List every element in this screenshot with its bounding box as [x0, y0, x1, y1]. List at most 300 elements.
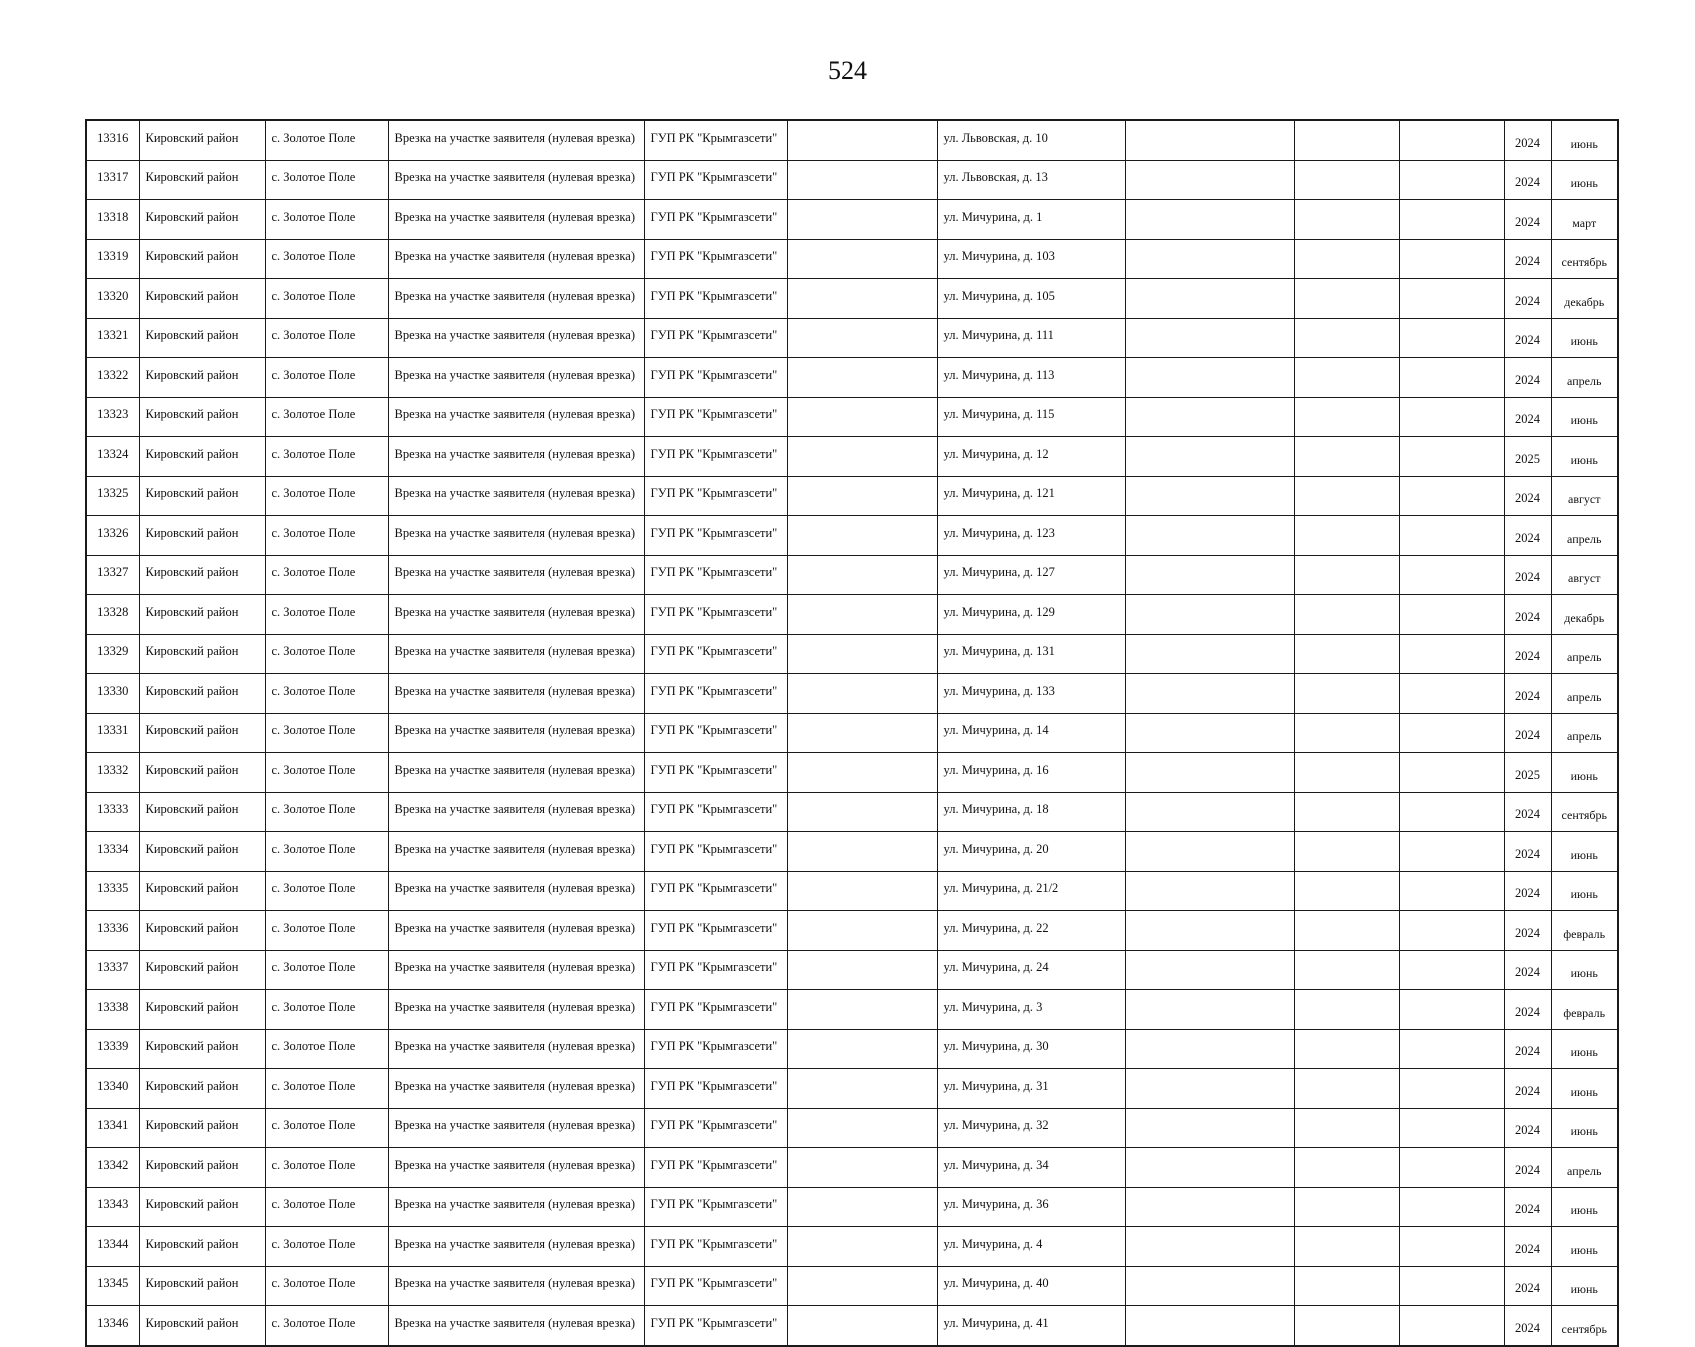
empty-cell [787, 832, 937, 872]
table-row [86, 1148, 1618, 1188]
district-cell: Кировский район [139, 318, 265, 358]
empty-cell [1294, 1227, 1399, 1267]
empty-cell [1294, 832, 1399, 872]
district-cell: Кировский район [139, 990, 265, 1030]
row-number-cell: 13324 [86, 437, 139, 477]
address-cell: ул. Мичурина, д. 131 [937, 634, 1125, 674]
district-cell: Кировский район [139, 871, 265, 911]
table-row [86, 1227, 1618, 1267]
village-cell: с. Золотое Поле [265, 437, 388, 477]
empty-cell [1399, 1187, 1504, 1227]
row-number-cell: 13338 [86, 990, 139, 1030]
row-number-cell: 13329 [86, 634, 139, 674]
month-cell: апрель [1551, 674, 1618, 714]
empty-cell [1294, 1108, 1399, 1148]
organization-cell: ГУП РК "Крымгазсети" [644, 318, 787, 358]
row-number-cell: 13322 [86, 358, 139, 398]
empty-cell [787, 753, 937, 793]
empty-cell [1399, 1266, 1504, 1306]
row-number-cell: 13328 [86, 595, 139, 635]
organization-cell: ГУП РК "Крымгазсети" [644, 160, 787, 200]
work-type-cell: Врезка на участке заявителя (нулевая врезка) [388, 555, 644, 595]
organization-cell: ГУП РК "Крымгазсети" [644, 397, 787, 437]
empty-cell [787, 792, 937, 832]
empty-cell [1294, 792, 1399, 832]
village-cell: с. Золотое Поле [265, 871, 388, 911]
empty-cell [1399, 674, 1504, 714]
village-cell: с. Золотое Поле [265, 318, 388, 358]
empty-cell [1125, 200, 1294, 240]
address-cell: ул. Мичурина, д. 30 [937, 1029, 1125, 1069]
empty-cell [1399, 476, 1504, 516]
empty-cell [1125, 160, 1294, 200]
district-cell: Кировский район [139, 1029, 265, 1069]
month-cell: июнь [1551, 437, 1618, 477]
work-type-cell: Врезка на участке заявителя (нулевая врезка) [388, 1069, 644, 1109]
village-cell: с. Золотое Поле [265, 358, 388, 398]
organization-cell: ГУП РК "Крымгазсети" [644, 1108, 787, 1148]
empty-cell [1399, 120, 1504, 160]
row-number-cell: 13344 [86, 1227, 139, 1267]
organization-cell: ГУП РК "Крымгазсети" [644, 832, 787, 872]
row-number-cell: 13345 [86, 1266, 139, 1306]
district-cell: Кировский район [139, 792, 265, 832]
year-cell: 2024 [1504, 792, 1551, 832]
row-number-cell: 13336 [86, 911, 139, 951]
table-row [86, 120, 1618, 160]
year-cell: 2024 [1504, 1187, 1551, 1227]
district-cell: Кировский район [139, 120, 265, 160]
empty-cell [1399, 911, 1504, 951]
organization-cell: ГУП РК "Крымгазсети" [644, 120, 787, 160]
empty-cell [787, 1108, 937, 1148]
empty-cell [1125, 1108, 1294, 1148]
organization-cell: ГУП РК "Крымгазсети" [644, 634, 787, 674]
empty-cell [1294, 397, 1399, 437]
empty-cell [1294, 674, 1399, 714]
table-row [86, 239, 1618, 279]
page-number: 524 [828, 56, 867, 85]
empty-cell [1399, 1306, 1504, 1346]
address-cell: ул. Мичурина, д. 113 [937, 358, 1125, 398]
village-cell: с. Золотое Поле [265, 911, 388, 951]
row-number-cell: 13320 [86, 279, 139, 319]
table-row [86, 516, 1618, 556]
year-cell: 2024 [1504, 200, 1551, 240]
year-cell: 2024 [1504, 713, 1551, 753]
month-cell: апрель [1551, 358, 1618, 398]
empty-cell [787, 160, 937, 200]
month-cell: декабрь [1551, 595, 1618, 635]
table-row [86, 200, 1618, 240]
empty-cell [1294, 120, 1399, 160]
month-cell: июнь [1551, 318, 1618, 358]
empty-cell [787, 1306, 937, 1346]
empty-cell [1399, 1108, 1504, 1148]
empty-cell [1125, 476, 1294, 516]
empty-cell [1125, 990, 1294, 1030]
empty-cell [1125, 397, 1294, 437]
table-row [86, 1029, 1618, 1069]
empty-cell [1294, 358, 1399, 398]
row-number-cell: 13343 [86, 1187, 139, 1227]
table-row [86, 555, 1618, 595]
work-type-cell: Врезка на участке заявителя (нулевая врезка) [388, 120, 644, 160]
organization-cell: ГУП РК "Крымгазсети" [644, 239, 787, 279]
address-cell: ул. Львовская, д. 13 [937, 160, 1125, 200]
organization-cell: ГУП РК "Крымгазсети" [644, 792, 787, 832]
village-cell: с. Золотое Поле [265, 950, 388, 990]
address-cell: ул. Мичурина, д. 36 [937, 1187, 1125, 1227]
month-cell: сентябрь [1551, 1306, 1618, 1346]
district-cell: Кировский район [139, 555, 265, 595]
year-cell: 2024 [1504, 595, 1551, 635]
district-cell: Кировский район [139, 476, 265, 516]
empty-cell [1399, 1227, 1504, 1267]
district-cell: Кировский район [139, 1108, 265, 1148]
empty-cell [787, 1148, 937, 1188]
empty-cell [787, 239, 937, 279]
table-row [86, 990, 1618, 1030]
village-cell: с. Золотое Поле [265, 792, 388, 832]
work-type-cell: Врезка на участке заявителя (нулевая врезка) [388, 871, 644, 911]
district-cell: Кировский район [139, 437, 265, 477]
empty-cell [1399, 358, 1504, 398]
empty-cell [787, 713, 937, 753]
empty-cell [1125, 1148, 1294, 1188]
empty-cell [1125, 437, 1294, 477]
empty-cell [1294, 713, 1399, 753]
work-type-cell: Врезка на участке заявителя (нулевая врезка) [388, 160, 644, 200]
empty-cell [787, 911, 937, 951]
empty-cell [787, 318, 937, 358]
district-cell: Кировский район [139, 713, 265, 753]
address-cell: ул. Мичурина, д. 40 [937, 1266, 1125, 1306]
month-cell: апрель [1551, 634, 1618, 674]
village-cell: с. Золотое Поле [265, 555, 388, 595]
organization-cell: ГУП РК "Крымгазсети" [644, 516, 787, 556]
row-number-cell: 13323 [86, 397, 139, 437]
table-row [86, 1108, 1618, 1148]
year-cell: 2024 [1504, 318, 1551, 358]
table-row [86, 476, 1618, 516]
row-number-cell: 13317 [86, 160, 139, 200]
year-cell: 2024 [1504, 160, 1551, 200]
empty-cell [1294, 871, 1399, 911]
table-row [86, 437, 1618, 477]
village-cell: с. Золотое Поле [265, 713, 388, 753]
work-type-cell: Врезка на участке заявителя (нулевая врезка) [388, 1227, 644, 1267]
organization-cell: ГУП РК "Крымгазсети" [644, 595, 787, 635]
empty-cell [1399, 950, 1504, 990]
month-cell: июнь [1551, 160, 1618, 200]
work-type-cell: Врезка на участке заявителя (нулевая врезка) [388, 1148, 644, 1188]
year-cell: 2024 [1504, 990, 1551, 1030]
work-type-cell: Врезка на участке заявителя (нулевая врезка) [388, 397, 644, 437]
empty-cell [787, 555, 937, 595]
village-cell: с. Золотое Поле [265, 1266, 388, 1306]
village-cell: с. Золотое Поле [265, 674, 388, 714]
year-cell: 2024 [1504, 1108, 1551, 1148]
row-number-cell: 13327 [86, 555, 139, 595]
district-cell: Кировский район [139, 595, 265, 635]
organization-cell: ГУП РК "Крымгазсети" [644, 476, 787, 516]
year-cell: 2024 [1504, 911, 1551, 951]
row-number-cell: 13318 [86, 200, 139, 240]
table-body [86, 120, 1618, 1346]
month-cell: июнь [1551, 1227, 1618, 1267]
organization-cell: ГУП РК "Крымгазсети" [644, 990, 787, 1030]
empty-cell [1125, 911, 1294, 951]
organization-cell: ГУП РК "Крымгазсети" [644, 871, 787, 911]
empty-cell [1125, 1266, 1294, 1306]
village-cell: с. Золотое Поле [265, 990, 388, 1030]
work-type-cell: Врезка на участке заявителя (нулевая врезка) [388, 437, 644, 477]
village-cell: с. Золотое Поле [265, 1306, 388, 1346]
month-cell: июнь [1551, 1029, 1618, 1069]
work-type-cell: Врезка на участке заявителя (нулевая врезка) [388, 990, 644, 1030]
year-cell: 2024 [1504, 1306, 1551, 1346]
month-cell: февраль [1551, 911, 1618, 951]
empty-cell [1294, 990, 1399, 1030]
empty-cell [1125, 871, 1294, 911]
month-cell: август [1551, 476, 1618, 516]
year-cell: 2024 [1504, 1069, 1551, 1109]
table-row [86, 871, 1618, 911]
row-number-cell: 13330 [86, 674, 139, 714]
village-cell: с. Золотое Поле [265, 753, 388, 793]
organization-cell: ГУП РК "Крымгазсети" [644, 674, 787, 714]
table-row [86, 674, 1618, 714]
district-cell: Кировский район [139, 1148, 265, 1188]
row-number-cell: 13333 [86, 792, 139, 832]
empty-cell [1125, 1227, 1294, 1267]
organization-cell: ГУП РК "Крымгазсети" [644, 911, 787, 951]
work-type-cell: Врезка на участке заявителя (нулевая врезка) [388, 595, 644, 635]
organization-cell: ГУП РК "Крымгазсети" [644, 437, 787, 477]
year-cell: 2024 [1504, 358, 1551, 398]
year-cell: 2024 [1504, 516, 1551, 556]
empty-cell [1399, 990, 1504, 1030]
month-cell: июнь [1551, 832, 1618, 872]
empty-cell [787, 200, 937, 240]
village-cell: с. Золотое Поле [265, 120, 388, 160]
table-row [86, 1069, 1618, 1109]
empty-cell [1125, 516, 1294, 556]
work-type-cell: Врезка на участке заявителя (нулевая врезка) [388, 279, 644, 319]
empty-cell [787, 871, 937, 911]
organization-cell: ГУП РК "Крымгазсети" [644, 279, 787, 319]
empty-cell [787, 358, 937, 398]
month-cell: апрель [1551, 1148, 1618, 1188]
address-cell: ул. Мичурина, д. 34 [937, 1148, 1125, 1188]
work-type-cell: Врезка на участке заявителя (нулевая врезка) [388, 1187, 644, 1227]
year-cell: 2024 [1504, 871, 1551, 911]
year-cell: 2025 [1504, 753, 1551, 793]
table-row [86, 397, 1618, 437]
empty-cell [1125, 634, 1294, 674]
address-cell: ул. Мичурина, д. 32 [937, 1108, 1125, 1148]
year-cell: 2024 [1504, 1029, 1551, 1069]
work-type-cell: Врезка на участке заявителя (нулевая врезка) [388, 1029, 644, 1069]
village-cell: с. Золотое Поле [265, 397, 388, 437]
empty-cell [787, 674, 937, 714]
empty-cell [1294, 516, 1399, 556]
work-type-cell: Врезка на участке заявителя (нулевая врезка) [388, 1306, 644, 1346]
district-cell: Кировский район [139, 674, 265, 714]
empty-cell [1399, 555, 1504, 595]
table-row [86, 160, 1618, 200]
month-cell: август [1551, 555, 1618, 595]
district-cell: Кировский район [139, 1187, 265, 1227]
address-cell: ул. Мичурина, д. 31 [937, 1069, 1125, 1109]
address-cell: ул. Мичурина, д. 1 [937, 200, 1125, 240]
empty-cell [1125, 358, 1294, 398]
month-cell: июнь [1551, 871, 1618, 911]
row-number-cell: 13340 [86, 1069, 139, 1109]
row-number-cell: 13325 [86, 476, 139, 516]
work-type-cell: Врезка на участке заявителя (нулевая врезка) [388, 792, 644, 832]
year-cell: 2024 [1504, 634, 1551, 674]
address-cell: ул. Мичурина, д. 14 [937, 713, 1125, 753]
empty-cell [787, 476, 937, 516]
empty-cell [1399, 437, 1504, 477]
year-cell: 2024 [1504, 832, 1551, 872]
table-row [86, 358, 1618, 398]
table-row [86, 832, 1618, 872]
work-type-cell: Врезка на участке заявителя (нулевая врезка) [388, 911, 644, 951]
empty-cell [1294, 950, 1399, 990]
row-number-cell: 13341 [86, 1108, 139, 1148]
empty-cell [787, 120, 937, 160]
district-cell: Кировский район [139, 160, 265, 200]
empty-cell [1125, 279, 1294, 319]
address-cell: ул. Мичурина, д. 105 [937, 279, 1125, 319]
row-number-cell: 13321 [86, 318, 139, 358]
address-cell: ул. Мичурина, д. 3 [937, 990, 1125, 1030]
work-type-cell: Врезка на участке заявителя (нулевая врезка) [388, 674, 644, 714]
organization-cell: ГУП РК "Крымгазсети" [644, 1227, 787, 1267]
district-cell: Кировский район [139, 832, 265, 872]
empty-cell [1125, 239, 1294, 279]
empty-cell [1399, 1069, 1504, 1109]
organization-cell: ГУП РК "Крымгазсети" [644, 1187, 787, 1227]
empty-cell [787, 950, 937, 990]
organization-cell: ГУП РК "Крымгазсети" [644, 753, 787, 793]
organization-cell: ГУП РК "Крымгазсети" [644, 1148, 787, 1188]
empty-cell [1125, 792, 1294, 832]
empty-cell [787, 1187, 937, 1227]
data-table [85, 119, 1619, 1347]
empty-cell [1294, 200, 1399, 240]
empty-cell [1294, 1069, 1399, 1109]
address-cell: ул. Мичурина, д. 21/2 [937, 871, 1125, 911]
address-cell: ул. Мичурина, д. 127 [937, 555, 1125, 595]
address-cell: ул. Мичурина, д. 4 [937, 1227, 1125, 1267]
district-cell: Кировский район [139, 911, 265, 951]
empty-cell [1294, 239, 1399, 279]
address-cell: ул. Мичурина, д. 16 [937, 753, 1125, 793]
district-cell: Кировский район [139, 397, 265, 437]
empty-cell [1125, 555, 1294, 595]
month-cell: июнь [1551, 1069, 1618, 1109]
empty-cell [1399, 200, 1504, 240]
empty-cell [1399, 753, 1504, 793]
work-type-cell: Врезка на участке заявителя (нулевая врезка) [388, 634, 644, 674]
table-row [86, 753, 1618, 793]
table-row [86, 713, 1618, 753]
empty-cell [1125, 1069, 1294, 1109]
village-cell: с. Золотое Поле [265, 1187, 388, 1227]
row-number-cell: 13316 [86, 120, 139, 160]
table-row [86, 634, 1618, 674]
table-row [86, 1306, 1618, 1346]
village-cell: с. Золотое Поле [265, 279, 388, 319]
empty-cell [787, 279, 937, 319]
work-type-cell: Врезка на участке заявителя (нулевая врезка) [388, 318, 644, 358]
empty-cell [1294, 1306, 1399, 1346]
year-cell: 2024 [1504, 120, 1551, 160]
table-row [86, 595, 1618, 635]
district-cell: Кировский район [139, 516, 265, 556]
empty-cell [1294, 437, 1399, 477]
empty-cell [787, 990, 937, 1030]
month-cell: апрель [1551, 713, 1618, 753]
month-cell: июнь [1551, 950, 1618, 990]
empty-cell [1125, 832, 1294, 872]
village-cell: с. Золотое Поле [265, 1029, 388, 1069]
district-cell: Кировский район [139, 239, 265, 279]
empty-cell [787, 437, 937, 477]
empty-cell [787, 516, 937, 556]
empty-cell [1399, 595, 1504, 635]
empty-cell [1294, 160, 1399, 200]
village-cell: с. Золотое Поле [265, 516, 388, 556]
empty-cell [787, 1029, 937, 1069]
table-row [86, 318, 1618, 358]
work-type-cell: Врезка на участке заявителя (нулевая врезка) [388, 713, 644, 753]
row-number-cell: 13337 [86, 950, 139, 990]
village-cell: с. Золотое Поле [265, 1069, 388, 1109]
empty-cell [787, 1266, 937, 1306]
organization-cell: ГУП РК "Крымгазсети" [644, 358, 787, 398]
year-cell: 2024 [1504, 950, 1551, 990]
district-cell: Кировский район [139, 753, 265, 793]
village-cell: с. Золотое Поле [265, 832, 388, 872]
empty-cell [787, 1069, 937, 1109]
empty-cell [1125, 595, 1294, 635]
work-type-cell: Врезка на участке заявителя (нулевая врезка) [388, 832, 644, 872]
month-cell: сентябрь [1551, 239, 1618, 279]
row-number-cell: 13332 [86, 753, 139, 793]
address-cell: ул. Львовская, д. 10 [937, 120, 1125, 160]
district-cell: Кировский район [139, 1227, 265, 1267]
organization-cell: ГУП РК "Крымгазсети" [644, 1029, 787, 1069]
organization-cell: ГУП РК "Крымгазсети" [644, 200, 787, 240]
work-type-cell: Врезка на участке заявителя (нулевая врезка) [388, 516, 644, 556]
organization-cell: ГУП РК "Крымгазсети" [644, 713, 787, 753]
organization-cell: ГУП РК "Крымгазсети" [644, 950, 787, 990]
year-cell: 2024 [1504, 279, 1551, 319]
address-cell: ул. Мичурина, д. 111 [937, 318, 1125, 358]
work-type-cell: Врезка на участке заявителя (нулевая врезка) [388, 239, 644, 279]
village-cell: с. Золотое Поле [265, 160, 388, 200]
empty-cell [1294, 1029, 1399, 1069]
month-cell: сентябрь [1551, 792, 1618, 832]
row-number-cell: 13331 [86, 713, 139, 753]
year-cell: 2024 [1504, 555, 1551, 595]
row-number-cell: 13339 [86, 1029, 139, 1069]
